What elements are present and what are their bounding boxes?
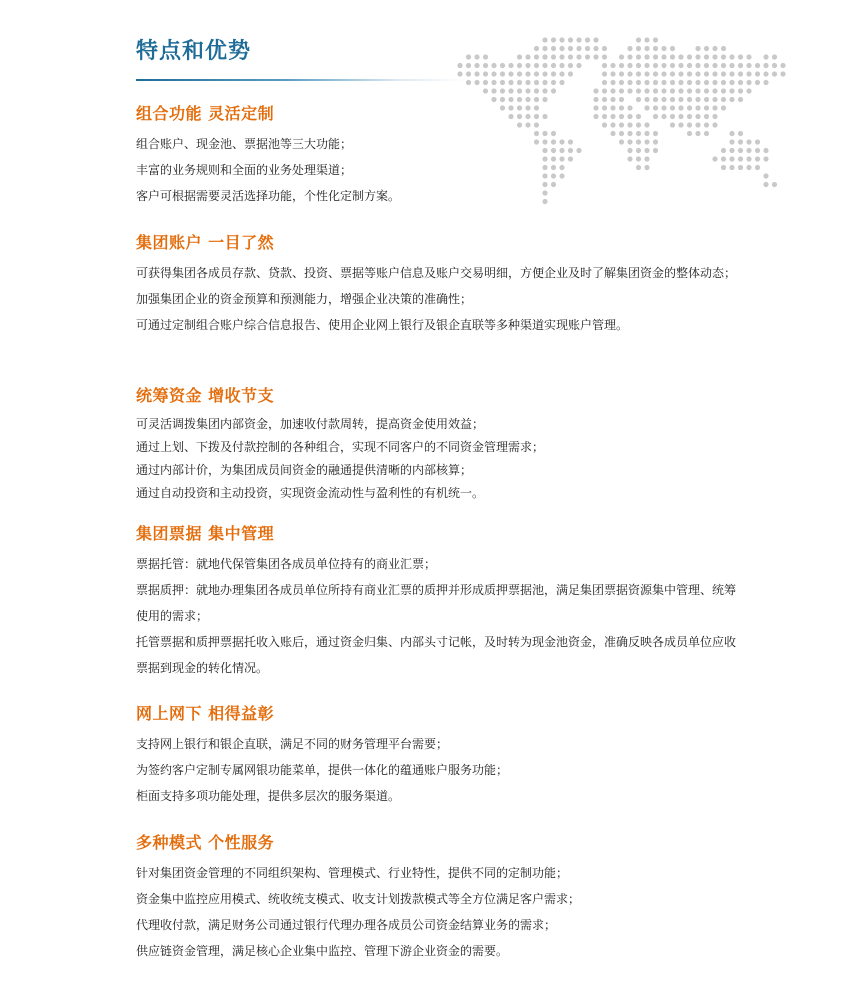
section-online-offline [136, 704, 736, 809]
map-dot [559, 37, 564, 42]
map-dot [525, 63, 530, 68]
map-dot [551, 88, 556, 93]
map-dot [585, 37, 590, 42]
map-dot [585, 46, 590, 51]
map-dot [542, 71, 547, 76]
map-dot [500, 63, 505, 68]
map-dot [500, 80, 505, 85]
map-dot [517, 71, 522, 76]
list-item: 柜面支持多项功能处理，提供多层次的服务渠道。 [136, 789, 401, 803]
map-dot [653, 71, 658, 76]
list-item: 针对集团资金管理的不同组织架构、管理模式、行业特性，提供不同的定制功能； [136, 866, 569, 880]
map-dot [661, 71, 666, 76]
map-dot [457, 63, 462, 68]
map-dot [746, 71, 751, 76]
map-dot [738, 80, 743, 85]
map-dot [483, 71, 488, 76]
list-item: 代理收付款，满足财务公司通过银行代理办理各成员公司资金结算业务的需求； [136, 918, 557, 932]
map-dot [644, 54, 649, 59]
map-dot [619, 80, 624, 85]
map-dot [559, 71, 564, 76]
map-dot [738, 139, 743, 144]
map-dot [508, 71, 513, 76]
map-dot [517, 63, 522, 68]
map-dot [568, 63, 573, 68]
map-dot [500, 71, 505, 76]
map-dot [738, 165, 743, 170]
map-dot [610, 63, 615, 68]
map-dot [491, 63, 496, 68]
list-item: 丰富的业务规则和全面的业务处理渠道； [136, 163, 353, 177]
map-dot [746, 54, 751, 59]
map-dot [474, 80, 479, 85]
map-dot [670, 46, 675, 51]
map-dot [653, 63, 658, 68]
map-dot [653, 46, 658, 51]
map-dot [687, 80, 692, 85]
map-dot [559, 63, 564, 68]
map-dot [729, 97, 734, 102]
section-heading: 多种模式 个性服务 [136, 833, 275, 852]
map-dot [712, 71, 717, 76]
map-dot [678, 63, 683, 68]
map-dot [483, 63, 488, 68]
list-item: 供应链资金管理，满足核心企业集中监控、管理下游企业资金的需要。 [136, 944, 509, 958]
map-dot [517, 97, 522, 102]
map-dot [534, 97, 539, 102]
map-dot [721, 71, 726, 76]
map-dot [738, 156, 743, 161]
map-dot [542, 63, 547, 68]
map-dot [746, 148, 751, 153]
map-dot [474, 63, 479, 68]
map-dot [712, 54, 717, 59]
map-dot [491, 80, 496, 85]
map-dot [602, 97, 607, 102]
section-group-accounts [136, 233, 736, 338]
map-dot [627, 54, 632, 59]
list-item: 支持网上银行和银企直联，满足不同的财务管理平台需要； [136, 737, 449, 751]
map-dot [491, 97, 496, 102]
map-dot [704, 54, 709, 59]
map-dot [763, 182, 768, 187]
map-dot [525, 71, 530, 76]
map-dot [534, 63, 539, 68]
map-dot [721, 97, 726, 102]
map-dot [619, 71, 624, 76]
map-dot [636, 37, 641, 42]
map-dot [695, 46, 700, 51]
map-dot [627, 80, 632, 85]
map-dot [678, 54, 683, 59]
map-dot [704, 46, 709, 51]
map-dot [551, 71, 556, 76]
map-dot [763, 54, 768, 59]
map-dot [568, 71, 573, 76]
map-dot [755, 71, 760, 76]
map-dot [721, 46, 726, 51]
map-dot [576, 37, 581, 42]
map-dot [559, 54, 564, 59]
list-item: 托管票据和质押票据托收入账后，通过资金归集、内部头寸记帐，及时转为现金池资金，准确反映各成员单位应收票据到现金的转化情况。 [136, 635, 737, 675]
map-dot [755, 156, 760, 161]
map-dot [644, 97, 649, 102]
map-dot [670, 71, 675, 76]
map-dot [653, 88, 658, 93]
map-dot [559, 80, 564, 85]
map-dot [593, 88, 598, 93]
section-heading: 集团票据 集中管理 [136, 524, 275, 543]
map-dot [551, 80, 556, 85]
map-dot [772, 63, 777, 68]
map-dot [636, 80, 641, 85]
map-dot [721, 88, 726, 93]
map-dot [738, 148, 743, 153]
map-dot [508, 63, 513, 68]
map-dot [729, 88, 734, 93]
map-dot [763, 63, 768, 68]
map-dot [653, 37, 658, 42]
map-dot [695, 54, 700, 59]
map-dot [551, 63, 556, 68]
list-item: 可获得集团各成员存款、贷款、投资、票据等账户信息及账户交易明细，方便企业及时了解集团资金的整体动态； [136, 266, 737, 280]
map-dot [678, 80, 683, 85]
map-dot [712, 97, 717, 102]
map-dot [636, 71, 641, 76]
map-dot [763, 156, 768, 161]
map-dot [627, 71, 632, 76]
list-item: 通过内部计价，为集团成员间资金的融通提供清晰的内部核算； [136, 463, 473, 477]
map-dot [755, 165, 760, 170]
map-dot [704, 88, 709, 93]
map-dot [534, 71, 539, 76]
map-dot [593, 97, 598, 102]
section-heading: 组合功能 灵活定制 [136, 104, 275, 123]
map-dot [738, 97, 743, 102]
map-dot [542, 37, 547, 42]
map-dot [695, 80, 700, 85]
map-dot [483, 88, 488, 93]
map-dot [661, 80, 666, 85]
map-dot [712, 46, 717, 51]
title-underline [136, 79, 466, 81]
map-dot [661, 54, 666, 59]
list-item: 组合账户、现金池、票据池等三大功能； [136, 137, 353, 151]
map-dot [678, 71, 683, 76]
map-dot [644, 88, 649, 93]
map-dot [517, 80, 522, 85]
map-dot [525, 97, 530, 102]
map-dot [517, 54, 522, 59]
map-dot [602, 80, 607, 85]
map-dot [559, 46, 564, 51]
map-dot [551, 46, 556, 51]
map-dot [483, 80, 488, 85]
section-multiple-modes [136, 833, 736, 964]
list-item: 票据质押：就地办理集团各成员单位所持有商业汇票的质押并形成质押票据池，满足集团票据资源集中管理、统筹使用的需求； [136, 583, 737, 623]
map-dot [755, 63, 760, 68]
map-dot [619, 54, 624, 59]
map-dot [661, 63, 666, 68]
map-dot [483, 54, 488, 59]
section-heading: 集团账户 一目了然 [136, 233, 275, 252]
map-dot [568, 46, 573, 51]
map-dot [525, 80, 530, 85]
list-item: 为签约客户定制专属网银功能菜单，提供一体化的蕴通账户服务功能； [136, 763, 509, 777]
map-dot [755, 139, 760, 144]
map-dot [704, 97, 709, 102]
map-dot [619, 88, 624, 93]
map-dot [602, 88, 607, 93]
map-dot [551, 37, 556, 42]
map-dot [670, 80, 675, 85]
map-dot [644, 37, 649, 42]
map-dot [534, 88, 539, 93]
map-dot [534, 46, 539, 51]
map-dot [780, 63, 785, 68]
section-heading: 统筹资金 增收节支 [136, 386, 275, 405]
section-heading: 网上网下 相得益彰 [136, 704, 275, 723]
map-dot [772, 182, 777, 187]
map-dot [746, 80, 751, 85]
map-dot [517, 88, 522, 93]
map-dot [738, 63, 743, 68]
map-dot [653, 97, 658, 102]
map-dot [576, 46, 581, 51]
map-dot [457, 71, 462, 76]
map-dot [763, 173, 768, 178]
map-dot [695, 97, 700, 102]
map-dot [627, 88, 632, 93]
map-dot [721, 63, 726, 68]
map-dot [593, 54, 598, 59]
map-dot [755, 148, 760, 153]
map-dot [763, 148, 768, 153]
map-dot [474, 71, 479, 76]
map-dot [636, 46, 641, 51]
map-dot [627, 63, 632, 68]
map-dot [602, 71, 607, 76]
map-dot [729, 71, 734, 76]
map-dot [500, 88, 505, 93]
map-dot [695, 88, 700, 93]
map-dot [636, 54, 641, 59]
map-dot [738, 131, 743, 136]
map-dot [746, 156, 751, 161]
map-dot [780, 71, 785, 76]
map-dot [466, 80, 471, 85]
list-item: 通过上划、下拨及付款控制的各种组合，实现不同客户的不同资金管理需求； [136, 440, 545, 454]
map-dot [627, 46, 632, 51]
map-dot [542, 46, 547, 51]
map-dot [695, 71, 700, 76]
list-item: 可灵活调拨集团内部资金，加速收付款周转，提高资金使用效益； [136, 417, 485, 431]
map-dot [508, 97, 513, 102]
map-dot [687, 88, 692, 93]
map-dot [602, 63, 607, 68]
map-dot [508, 80, 513, 85]
map-dot [712, 88, 717, 93]
map-dot [729, 54, 734, 59]
map-dot [466, 63, 471, 68]
map-dot [721, 54, 726, 59]
list-item: 资金集中监控应用模式、统收统支模式、收支计划拨款模式等全方位满足客户需求； [136, 892, 581, 906]
map-dot [644, 46, 649, 51]
map-dot [610, 80, 615, 85]
map-dot [695, 63, 700, 68]
map-dot [670, 97, 675, 102]
map-dot [687, 97, 692, 102]
map-dot [500, 97, 505, 102]
map-dot [602, 46, 607, 51]
map-dot [704, 71, 709, 76]
map-dot [525, 54, 530, 59]
map-dot [585, 54, 590, 59]
map-dot [534, 80, 539, 85]
map-dot [738, 71, 743, 76]
section-group-bills [136, 524, 736, 681]
map-dot [729, 80, 734, 85]
map-dot [619, 97, 624, 102]
map-dot [534, 54, 539, 59]
map-dot [687, 63, 692, 68]
map-dot [568, 54, 573, 59]
map-dot [610, 97, 615, 102]
map-dot [542, 54, 547, 59]
map-dot [568, 37, 573, 42]
page-title: 特点和优势 [136, 39, 252, 64]
map-dot [772, 71, 777, 76]
map-dot [687, 71, 692, 76]
list-item: 票据托管：就地代保管集团各成员单位持有的商业汇票； [136, 557, 437, 571]
map-dot [746, 88, 751, 93]
map-dot [491, 88, 496, 93]
map-dot [738, 54, 743, 59]
map-dot [661, 97, 666, 102]
map-dot [746, 63, 751, 68]
map-dot [576, 54, 581, 59]
list-item: 客户可根据需要灵活选择功能，个性化定制方案。 [136, 189, 401, 203]
map-dot [704, 80, 709, 85]
map-dot [644, 80, 649, 85]
map-dot [593, 46, 598, 51]
map-dot [576, 63, 581, 68]
map-dot [474, 54, 479, 59]
map-dot [602, 54, 607, 59]
list-item: 可通过定制组合账户综合信息报告、使用企业网上银行及银企直联等多种渠道实现账户管理。 [136, 318, 629, 332]
map-dot [755, 80, 760, 85]
map-dot [772, 54, 777, 59]
map-dot [661, 46, 666, 51]
map-dot [551, 54, 556, 59]
map-dot [542, 80, 547, 85]
list-item: 通过自动投资和主动投资，实现资金流动性与盈利性的有机统一。 [136, 486, 485, 500]
map-dot [746, 165, 751, 170]
map-dot [636, 63, 641, 68]
map-dot [738, 88, 743, 93]
map-dot [670, 54, 675, 59]
map-dot [508, 88, 513, 93]
map-dot [729, 63, 734, 68]
map-dot [644, 63, 649, 68]
map-dot [542, 97, 547, 102]
map-dot [610, 71, 615, 76]
map-dot [721, 80, 726, 85]
map-dot [712, 63, 717, 68]
map-dot [746, 139, 751, 144]
map-dot [678, 97, 683, 102]
map-dot [619, 63, 624, 68]
map-dot [670, 63, 675, 68]
map-dot [704, 63, 709, 68]
map-dot [636, 97, 641, 102]
section-fund-coordination [136, 386, 736, 505]
section-combined-functions [136, 104, 736, 209]
map-dot [678, 88, 683, 93]
map-dot [644, 71, 649, 76]
map-dot [687, 54, 692, 59]
map-dot [491, 71, 496, 76]
map-dot [466, 54, 471, 59]
map-dot [593, 37, 598, 42]
map-dot [636, 88, 641, 93]
map-dot [763, 71, 768, 76]
map-dot [542, 88, 547, 93]
map-dot [712, 80, 717, 85]
list-item: 加强集团企业的资金预算和预测能力，增强企业决策的准确性； [136, 292, 473, 306]
map-dot [653, 80, 658, 85]
map-dot [525, 88, 530, 93]
map-dot [466, 71, 471, 76]
map-dot [653, 54, 658, 59]
map-dot [610, 88, 615, 93]
map-dot [661, 88, 666, 93]
map-dot [670, 88, 675, 93]
map-dot [763, 80, 768, 85]
